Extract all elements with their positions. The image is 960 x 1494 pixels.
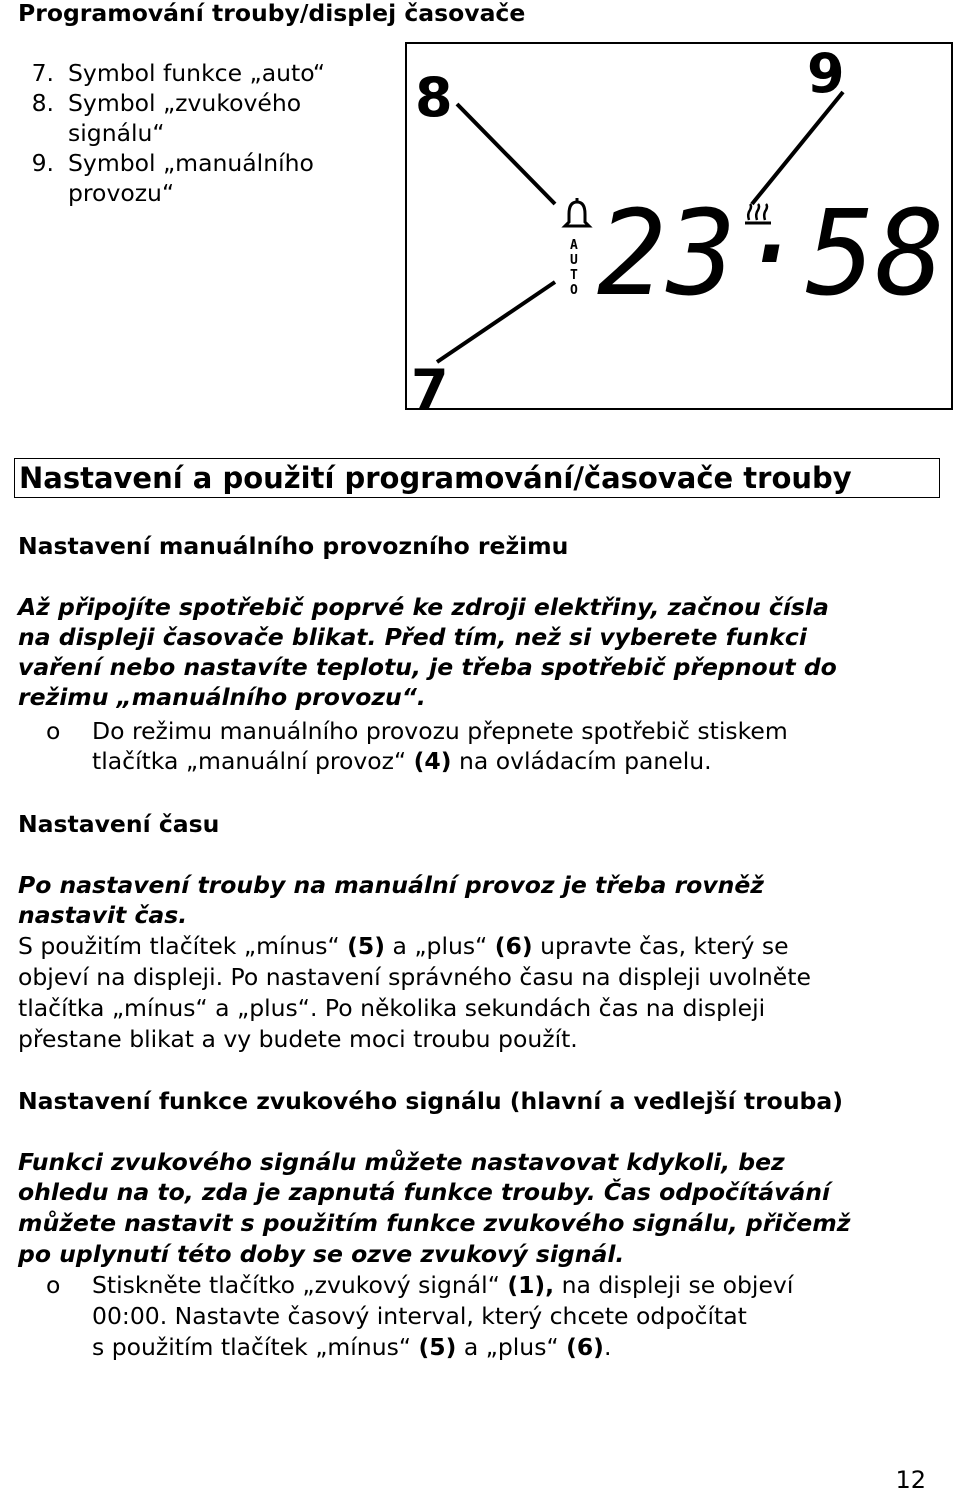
- list-item: [18, 88, 301, 118]
- auto-letter: A: [570, 238, 578, 253]
- auto-letter: U: [570, 253, 578, 268]
- text-part: S použitím tlačítek „mínus“: [18, 932, 348, 960]
- paragraph-line: Po nastavení trouby na manuální provoz je třeba rovněž: [18, 871, 764, 899]
- timer-display-illustration: [407, 44, 951, 408]
- list-item: [18, 58, 325, 88]
- text-part: Stiskněte tlačítko „zvukový signál“: [92, 1271, 508, 1299]
- paragraph-line: přestane blikat a vy budete moci troubu použít.: [18, 1025, 578, 1053]
- button-reference: (5): [418, 1333, 457, 1361]
- callout-line-7: [437, 282, 555, 362]
- paragraph-line: Funkci zvukového signálu můžete nastavovat kdykoli, bez: [18, 1148, 785, 1176]
- callout-line-8: [457, 104, 555, 204]
- list-item: [18, 148, 314, 178]
- list-text: signálu“: [68, 119, 165, 147]
- subheading-alarm: Nastavení funkce zvukového signálu (hlavní a vedlejší trouba): [18, 1087, 843, 1115]
- subheading-time: Nastavení času: [18, 810, 220, 838]
- paragraph-line: vaření nebo nastavíte teplotu, je třeba spotřebič přepnout do: [18, 653, 837, 681]
- auto-letter: T: [570, 268, 578, 283]
- button-reference: (6): [566, 1333, 604, 1361]
- paragraph-line: [18, 931, 789, 961]
- list-item-continued: [18, 178, 174, 208]
- list-text: Symbol funkce „auto“: [68, 59, 326, 87]
- button-reference: (1),: [507, 1271, 555, 1299]
- button-reference: (5): [347, 932, 386, 960]
- paragraph-line: Až připojíte spotřebič poprvé ke zdroji elektřiny, začnou čísla: [18, 593, 829, 621]
- paragraph-line: objeví na displeji. Po nastavení správného času na displeji uvolněte: [18, 963, 811, 991]
- list-text: Symbol „manuálního: [68, 149, 314, 177]
- timer-display-figure: [405, 42, 953, 410]
- text-part: a „plus“: [456, 1333, 567, 1361]
- callout-label-9: 9: [807, 44, 845, 105]
- paragraph-line: na displeji časovače blikat. Před tím, než si vyberete funkci: [18, 623, 807, 651]
- paragraph-line: po uplynutí této doby se ozve zvukový signál.: [18, 1240, 625, 1268]
- paragraph-line: ohledu na to, zda je zapnutá funkce trouby. Čas odpočítávání: [18, 1178, 831, 1206]
- list-number: 8.: [31, 89, 54, 117]
- callout-label-8: 8: [415, 66, 453, 129]
- bullet-text-part: na ovládacím panelu.: [451, 747, 712, 775]
- bullet-text: 00:00. Nastavte časový interval, který chcete odpočítat: [92, 1302, 747, 1330]
- bullet-text: [92, 1270, 793, 1300]
- bullet-text: [92, 1332, 611, 1362]
- list-number: 7.: [31, 59, 54, 87]
- bullet-text-part: tlačítka „manuální provoz“: [92, 747, 414, 775]
- button-reference: (6): [494, 932, 533, 960]
- list-number: 9.: [31, 149, 54, 177]
- page-title: Programování trouby/displej časovače: [18, 0, 526, 27]
- section-heading-box: [14, 458, 940, 498]
- list-item-continued: [18, 118, 165, 148]
- bullet-marker: o: [46, 717, 61, 745]
- list-text: provozu“: [68, 179, 175, 207]
- page-number: 12: [895, 1466, 926, 1494]
- bullet-text: Do režimu manuálního provozu přepnete spotřebič stiskem: [92, 717, 788, 745]
- text-part: a „plus“: [385, 932, 495, 960]
- display-time: 23·58: [597, 184, 945, 322]
- text-part: .: [603, 1333, 612, 1361]
- list-text: Symbol „zvukového: [68, 89, 302, 117]
- bullet-marker: o: [46, 1271, 61, 1299]
- auto-letter: O: [570, 283, 578, 298]
- button-reference: (4): [413, 747, 452, 775]
- bullet-text: [92, 746, 712, 776]
- subheading-manual-mode: Nastavení manuálního provozního režimu: [18, 532, 569, 560]
- text-part: s použitím tlačítek „mínus“: [92, 1333, 419, 1361]
- paragraph-line: nastavit čas.: [18, 901, 188, 929]
- text-part: na displeji se objeví: [554, 1271, 794, 1299]
- text-part: upravte čas, který se: [532, 932, 789, 960]
- bell-icon: [565, 198, 589, 226]
- paragraph-line: režimu „manuálního provozu“.: [18, 683, 426, 711]
- section-heading: Nastavení a použití programování/časovače trouby: [19, 461, 852, 495]
- paragraph-line: tlačítka „mínus“ a „plus“. Po několika sekundách čas na displeji: [18, 994, 766, 1022]
- callout-label-7: 7: [411, 358, 449, 408]
- paragraph-line: můžete nastavit s použitím funkce zvukového signálu, přičemž: [18, 1209, 851, 1237]
